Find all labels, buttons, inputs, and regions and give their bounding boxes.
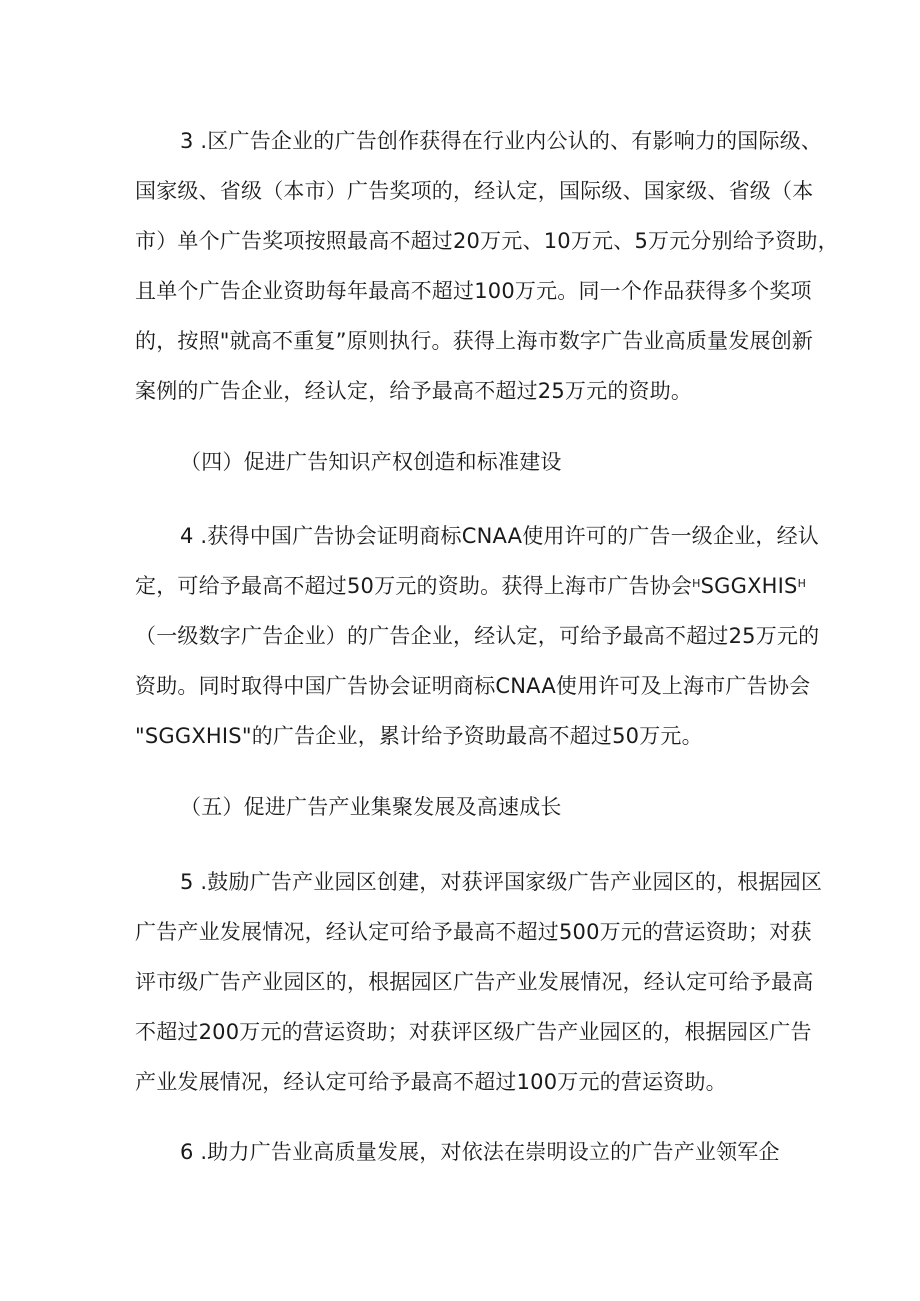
paragraph-4-line-1: 4 .获得中国广告协会证明商标CNAA使用许可的广告一级企业，经认 xyxy=(180,524,819,548)
paragraph-4-line-3: （一级数字广告企业）的广告企业，经认定，可给予最高不超过25万元的 xyxy=(135,624,820,648)
superscript-mark-open: H xyxy=(692,577,701,590)
paragraph-5-line-5: 产业发展情况，经认定可给予最高不超过100万元的营运资助。 xyxy=(135,1070,727,1094)
paragraph-4-line-5: "SGGXHIS"的广告企业，累计给予资助最高不超过50万元。 xyxy=(135,724,703,748)
paragraph-4-line-2-text: 定，可给予最高不超过50万元的资助。获得上海市广告协会 xyxy=(135,574,693,598)
superscript-mark-close: H xyxy=(797,577,807,590)
paragraph-3-line-5: 的，按照"就高不重复”原则执行。获得上海市数字广告业高质量发展创新 xyxy=(135,329,814,353)
paragraph-6-line-1: 6 .助力广告业高质量发展，对依法在崇明设立的广告产业领军企 xyxy=(180,1140,780,1164)
paragraph-5-line-3: 评市级广告产业园区的，根据园区广告产业发展情况，经认定可给予最高 xyxy=(135,970,814,994)
paragraph-3-line-6: 案例的广告企业，经认定，给予最高不超过25万元的资助。 xyxy=(135,379,693,403)
section-heading-5: （五）促进广告产业集聚发展及高速成长 xyxy=(180,795,562,819)
paragraph-5-line-4: 不超过200万元的营运资助；对获评区级广告产业园区的，根据园区广告 xyxy=(135,1020,812,1044)
paragraph-4-line-2 xyxy=(135,572,807,600)
paragraph-5-line-2: 广告产业发展情况，经认定可给予最高不超过500万元的营运资助；对获 xyxy=(135,920,812,944)
paragraph-3-line-3: 市）单个广告奖项按照最高不超过20万元、10万元、5万元分别给予资助， xyxy=(135,229,839,253)
section-heading-4: （四）促进广告知识产权创造和标准建设 xyxy=(180,450,562,474)
paragraph-3-line-2: 国家级、省级（本市）广告奖项的，经认定，国际级、国家级、省级（本 xyxy=(135,179,814,203)
trademark-name: SGGXHIS xyxy=(700,574,798,598)
paragraph-3-line-1: 3 .区广告企业的广告创作获得在行业内公认的、有影响力的国际级、 xyxy=(180,129,823,153)
paragraph-3-line-4: 且单个广告企业资助每年最高不超过100万元。同一个作品获得多个奖项 xyxy=(135,279,812,303)
paragraph-4-line-4: 资助。同时取得中国广告协会证明商标CNAA使用许可及上海市广告协会 xyxy=(135,674,811,698)
paragraph-5-line-1: 5 .鼓励广告产业园区创建，对获评国家级广告产业园区的，根据园区 xyxy=(180,870,823,894)
